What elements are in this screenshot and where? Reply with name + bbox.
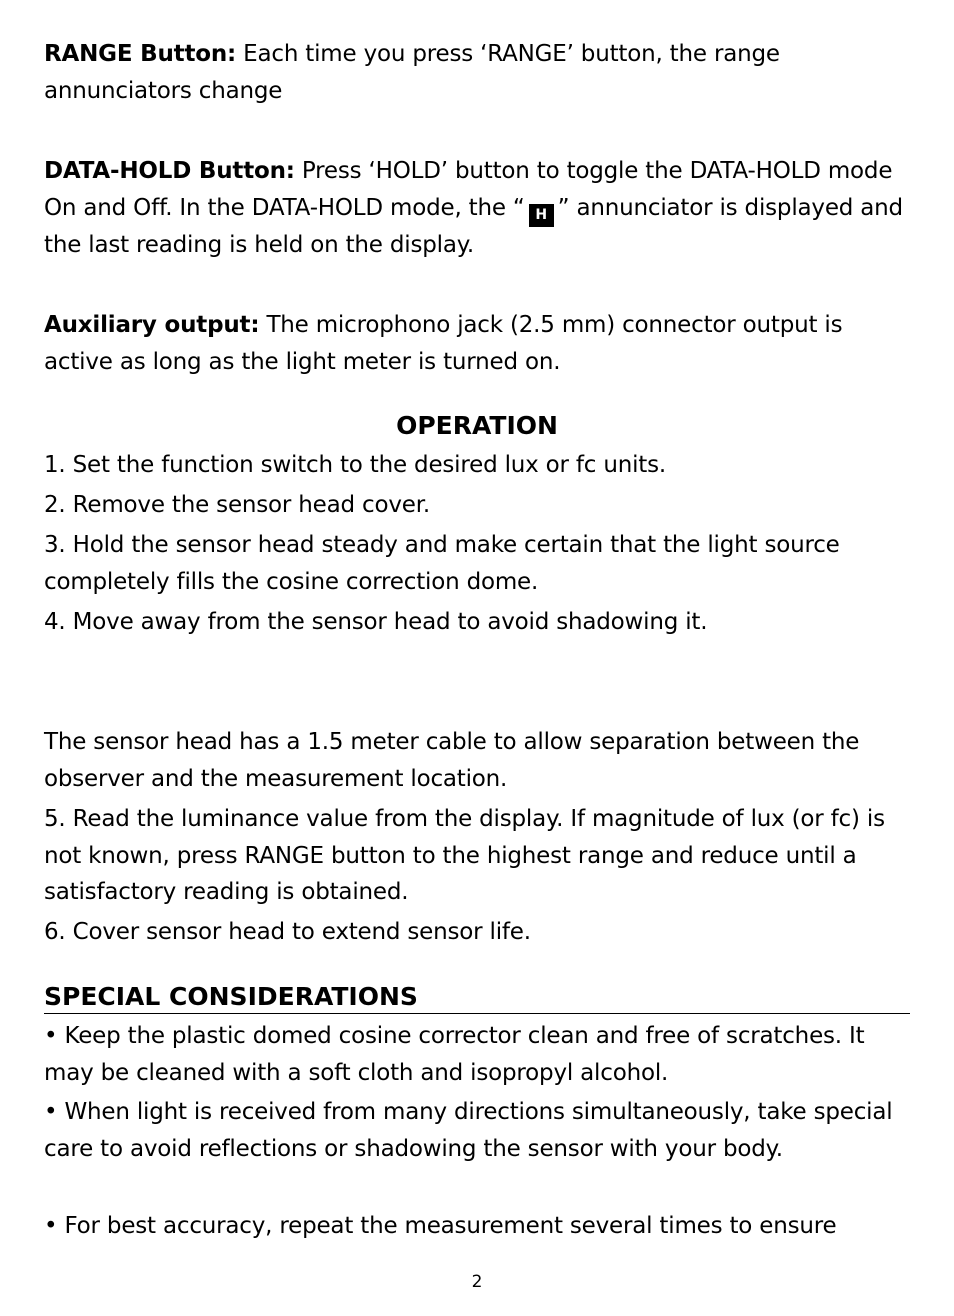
- operation-step-1: 1. Set the function switch to the desired lux or fc units.: [44, 452, 667, 478]
- operation-step-5: 5. Read the luminance value from the display. If magnitude of lux (or fc) is not known, press RANGE button to the highest range and reduce until a satisfactory reading is obtained.: [44, 806, 885, 905]
- data-hold-text-after: ” annunciator is displayed and the last reading is held on the display.: [44, 194, 903, 258]
- range-button-paragraph: [44, 36, 910, 109]
- page-number: 2: [471, 1272, 483, 1292]
- special-bullet-1: • Keep the plastic domed cosine corrector clean and free of scratches. It may be cleaned with a soft cloth and isopropyl alcohol.: [44, 1023, 865, 1086]
- special-bullet-3: • For best accuracy, repeat the measurement several times to ensure: [44, 1213, 837, 1239]
- auxiliary-output-paragraph: [44, 307, 910, 380]
- range-button-text: Each time you press ‘RANGE’ button, the range annunciators change: [44, 41, 780, 104]
- special-bullet-2: • When light is received from many directions simultaneously, take special care to avoid reflections or shadowing the sensor with your body.: [44, 1099, 893, 1162]
- auxiliary-output-text: The microphono jack (2.5 mm) connector output is active as long as the light meter is turned on.: [44, 312, 843, 375]
- data-hold-label: DATA-HOLD Button:: [44, 158, 295, 184]
- range-button-label: RANGE Button:: [44, 41, 237, 67]
- operation-heading: OPERATION: [396, 411, 558, 440]
- sensor-cable-note: The sensor head has a 1.5 meter cable to allow separation between the observer and the measurement location.: [44, 729, 860, 792]
- operation-step-2: 2. Remove the sensor head cover.: [44, 492, 430, 518]
- operation-step-3: 3. Hold the sensor head steady and make certain that the light source completely fills the cosine correction dome.: [44, 532, 840, 595]
- auxiliary-output-label: Auxiliary output:: [44, 312, 260, 338]
- operation-step-4: 4. Move away from the sensor head to avoid shadowing it.: [44, 609, 708, 635]
- operation-step-6: 6. Cover sensor head to extend sensor life.: [44, 919, 531, 945]
- data-hold-paragraph: [44, 153, 910, 263]
- special-considerations-heading: SPECIAL CONSIDERATIONS: [44, 981, 910, 1014]
- data-hold-text-before: Press ‘HOLD’ button to toggle the DATA-HOLD mode On and Off. In the DATA-HOLD mode, the “: [44, 158, 893, 221]
- hold-annunciator-icon: H: [529, 204, 554, 227]
